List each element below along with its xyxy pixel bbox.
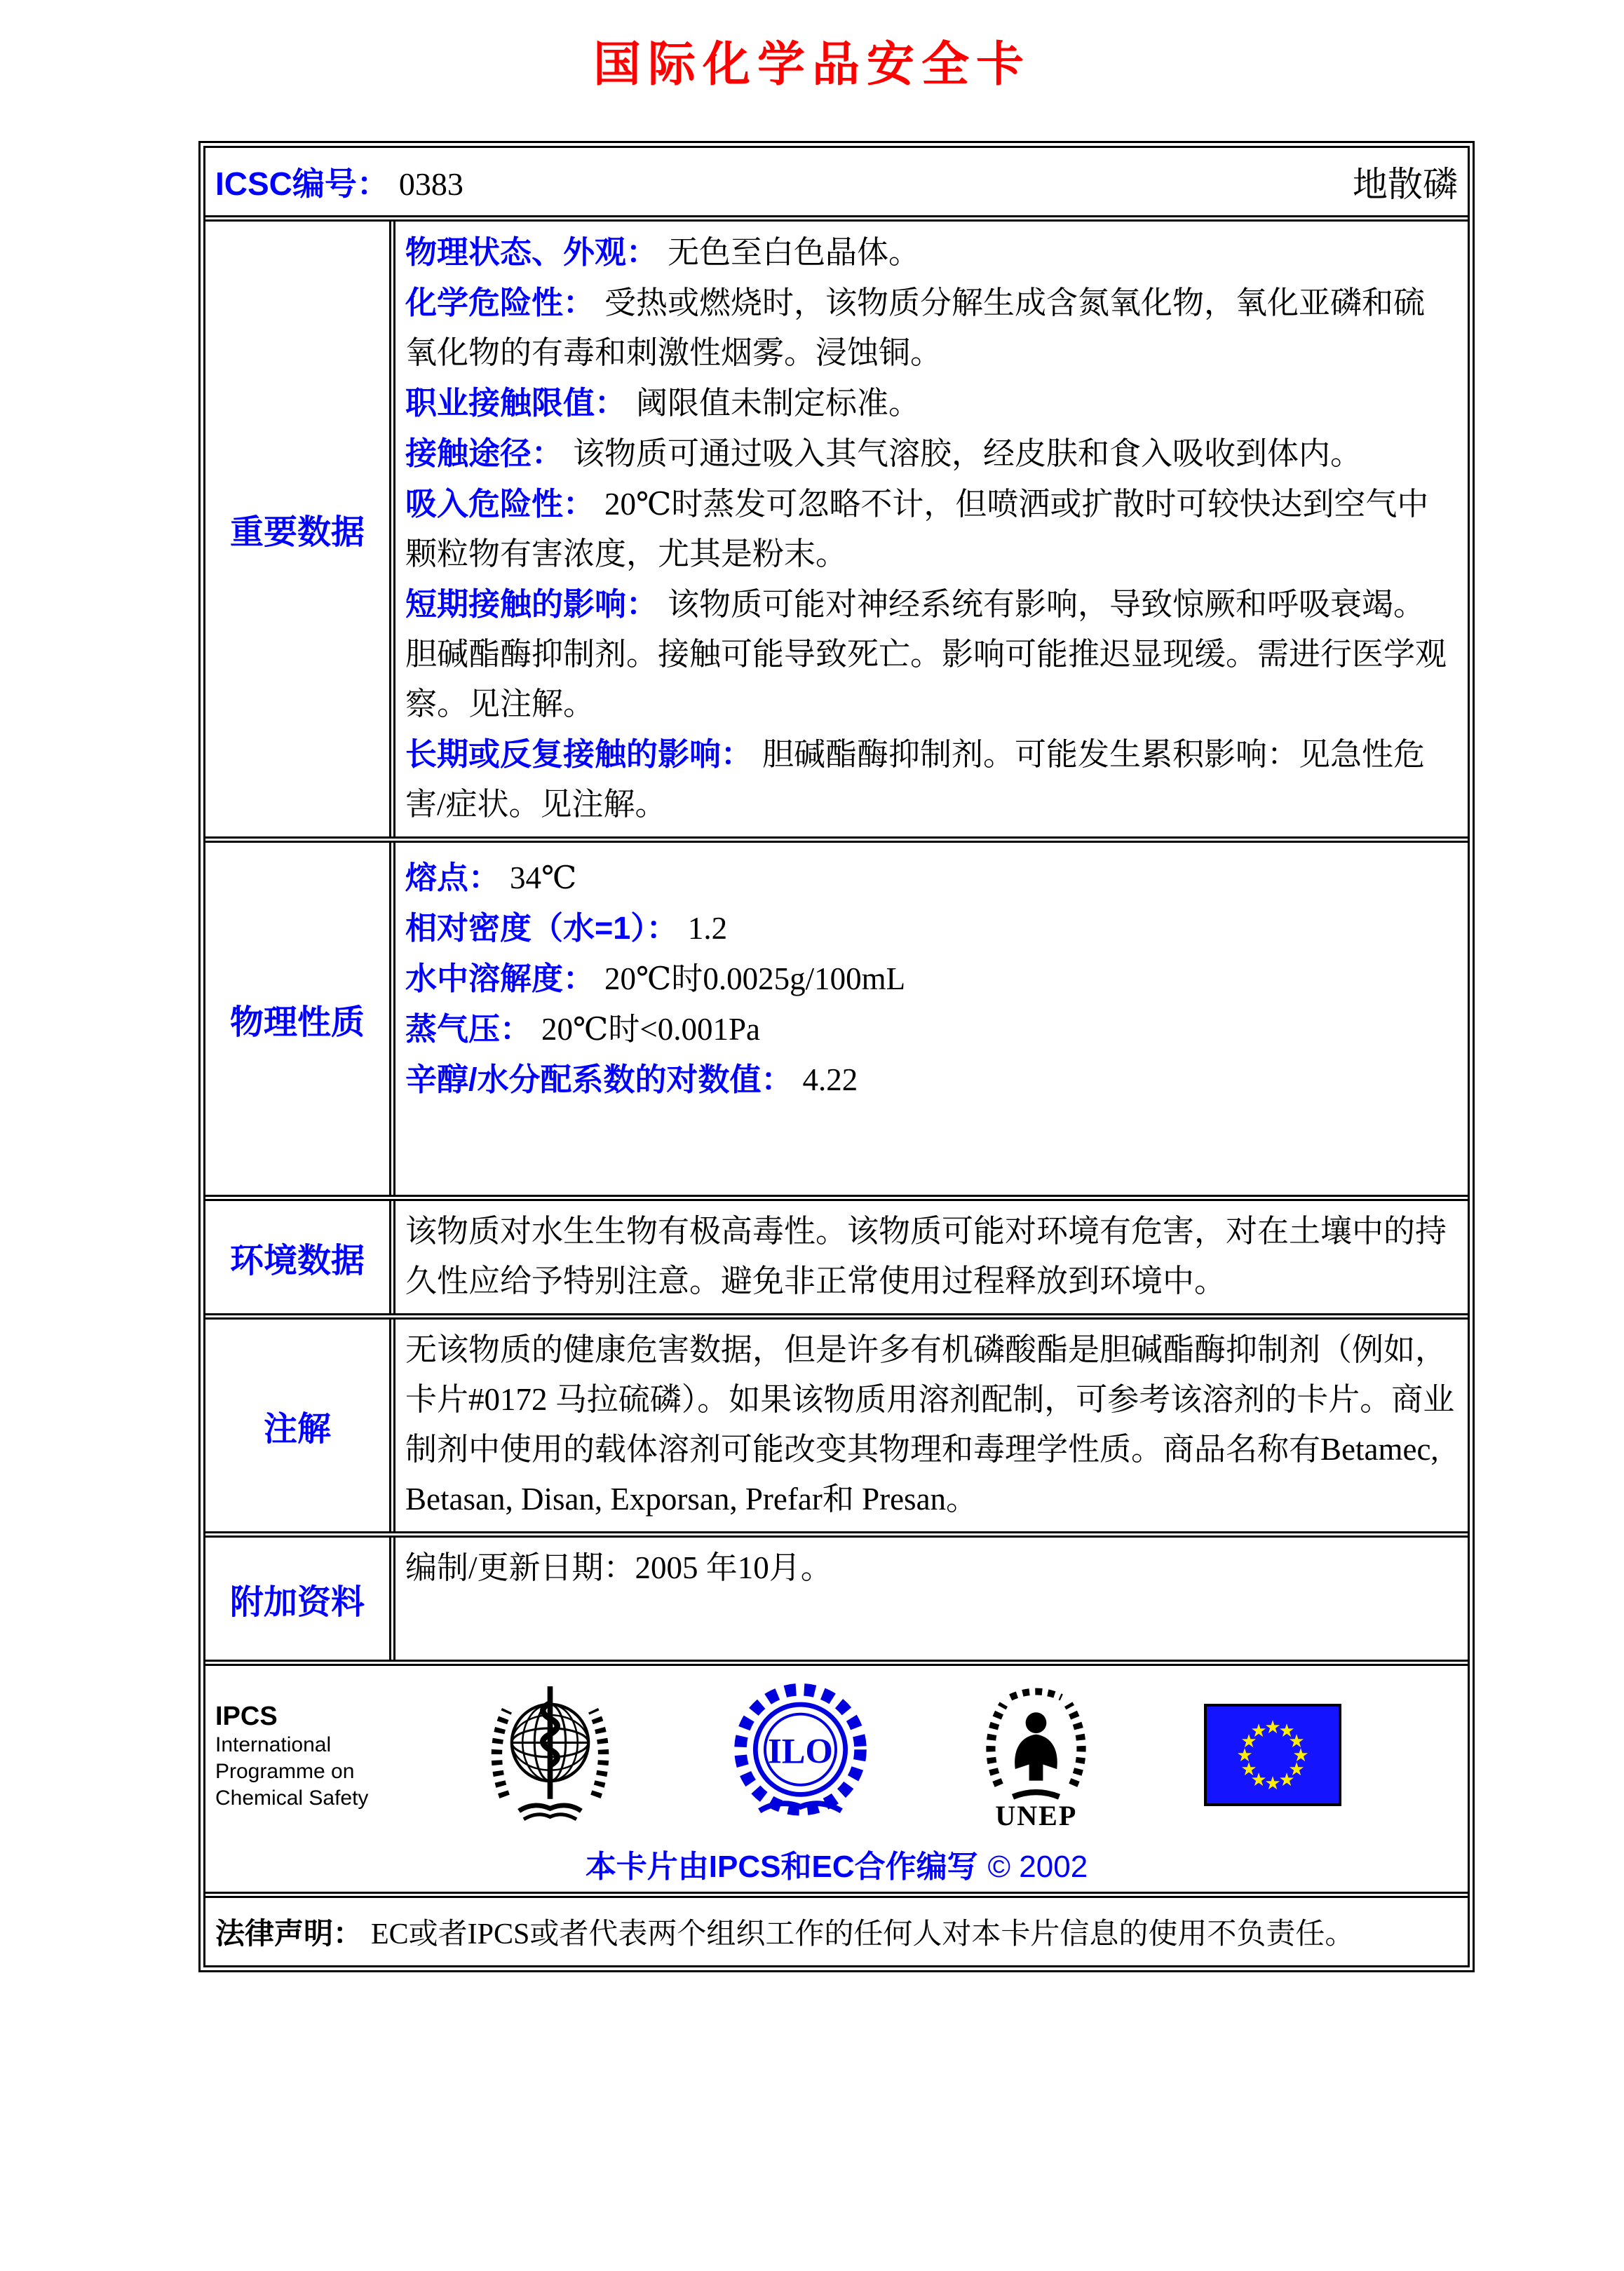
svg-text:★: ★ (1240, 1758, 1257, 1780)
svg-text:★: ★ (1264, 1716, 1281, 1738)
item-key: 职业接触限值： (405, 385, 627, 421)
important-item (405, 227, 1456, 278)
svg-text:★: ★ (1288, 1730, 1305, 1752)
svg-text:★: ★ (1288, 1758, 1305, 1780)
item-key: 接触途径： (405, 435, 564, 471)
ilo-logo-icon (732, 1681, 869, 1832)
svg-text:★: ★ (1292, 1744, 1309, 1766)
item-text: 1.2 (687, 911, 728, 946)
ilo-logo-text: ILO (767, 1731, 833, 1771)
section-notes (205, 1313, 1468, 1531)
svg-text:★: ★ (1250, 1769, 1267, 1791)
item-text: 该物质可能对神经系统有影响，导致惊厥和呼吸衰竭。胆碱酯酶抑制剂。接触可能导致死亡。影响可能推迟显现缓。需进行医学观察。见注解。 (405, 587, 1447, 721)
icsc-number-value: 0383 (398, 166, 463, 202)
logos-strip (205, 1676, 1468, 1837)
important-item (405, 729, 1456, 829)
ipcs-line: Programme on (215, 1760, 355, 1783)
physical-item (405, 1004, 1456, 1055)
section-additional-info (205, 1531, 1468, 1660)
credit-copyright: © 2002 (987, 1850, 1088, 1884)
physical-item (405, 903, 1456, 954)
svg-text:★: ★ (1240, 1730, 1257, 1752)
icsc-number-label: ICSC编号： (215, 165, 389, 202)
ipcs-line: Chemical Safety (215, 1787, 369, 1810)
section-environmental-data (205, 1195, 1468, 1313)
item-text: 4.22 (802, 1062, 858, 1097)
section-important-data (205, 215, 1468, 836)
legal-label: 法律声明： (215, 1917, 363, 1950)
item-text: 无色至白色晶体。 (668, 235, 921, 270)
ipcs-title: IPCS (215, 1702, 278, 1731)
item-text: 胆碱酯酶抑制剂。可能发生累积影响：见急性危害/症状。见注解。 (405, 737, 1426, 822)
item-key: 相对密度（水=1）： (405, 910, 678, 946)
legal-row (205, 1892, 1468, 1965)
chemical-name: 地散磷 (1353, 165, 1458, 204)
physical-item (405, 1055, 1456, 1105)
section-label-environment: 环境数据 (205, 1201, 395, 1313)
item-text: 该物质可通过吸入其气溶胶，经皮肤和食入吸收到体内。 (573, 436, 1362, 471)
svg-text:★: ★ (1236, 1744, 1253, 1766)
unep-logo-icon (978, 1683, 1094, 1830)
item-key: 物理状态、外观： (405, 234, 658, 270)
svg-text:★: ★ (1264, 1772, 1281, 1794)
who-logo-icon (478, 1676, 622, 1837)
section-content-environment (395, 1201, 1468, 1313)
section-content-important (395, 222, 1468, 836)
item-key: 化学危险性： (405, 285, 595, 320)
section-label-physical: 物理性质 (205, 843, 395, 1195)
item-text: 阈限值未制定标准。 (636, 386, 921, 421)
item-text: 34℃ (510, 860, 577, 895)
svg-text:★: ★ (1278, 1769, 1295, 1791)
item-text: 20℃时蒸发可忽略不计，但喷洒或扩散时可较快达到空气中颗粒物有害浓度，尤其是粉末。 (405, 487, 1429, 571)
important-item (405, 428, 1456, 479)
item-key: 吸入危险性： (405, 486, 595, 522)
notes-text: 无该物质的健康危害数据，但是许多有机磷酸酯是胆碱酯酶抑制剂（例如，卡片#0172 马拉硫磷）。如果该物质用溶剂配制，可参考该溶剂的卡片。商业制剂中使用的载体溶剂可能改变其物理和毒理学性质。商品名称有Betamec, Betasan, Disan, Exporsan, Prefar和 Presan。 (405, 1332, 1455, 1517)
section-label-important: 重要数据 (205, 222, 395, 836)
page-title: 国际化学品安全卡 (593, 38, 1031, 91)
item-key: 水中溶解度： (405, 961, 595, 996)
icsc-number-group (215, 158, 463, 205)
section-label-additional: 附加资料 (205, 1538, 395, 1660)
section-content-notes (395, 1320, 1468, 1531)
item-text: 受热或燃烧时，该物质分解生成含氮氧化物，氧化亚磷和硫氧化物的有毒和刺激性烟雾。浸蚀铜。 (405, 285, 1426, 370)
svg-text:★: ★ (1278, 1720, 1295, 1742)
important-item (405, 278, 1456, 378)
eu-flag-icon (1204, 1704, 1341, 1810)
important-item (405, 479, 1456, 579)
svg-text:★: ★ (1250, 1720, 1267, 1742)
additional-text: 编制/更新日期：2005 年10月。 (405, 1550, 832, 1585)
section-content-additional (395, 1538, 1468, 1660)
item-key: 蒸气压： (405, 1011, 532, 1047)
important-item (405, 378, 1456, 428)
environment-text: 该物质对水生生物有极高毒性。该物质可能对环境有危害，对在土壤中的持久性应给予特别注意。避免非正常使用过程释放到环境中。 (405, 1214, 1447, 1299)
icsc-card (198, 141, 1475, 1972)
important-item (405, 579, 1456, 729)
item-key: 短期接触的影响： (405, 586, 658, 622)
item-key: 长期或反复接触的影响： (405, 736, 753, 772)
logos-row (205, 1660, 1468, 1892)
unep-logo-text: UNEP (995, 1799, 1078, 1831)
legal-text: EC或者IPCS或者代表两个组织工作的任何人对本卡片信息的使用不负责任。 (371, 1918, 1355, 1951)
credit-line (205, 1841, 1468, 1886)
section-label-notes: 注解 (205, 1320, 395, 1531)
physical-item (405, 954, 1456, 1004)
ipcs-text-block (215, 1701, 368, 1812)
ipcs-line: International (215, 1733, 332, 1756)
item-key: 熔点： (405, 860, 501, 895)
item-text: 20℃时0.0025g/100mL (604, 961, 906, 996)
header-row (205, 148, 1468, 215)
physical-item (405, 853, 1456, 903)
credit-text: 本卡片由IPCS和EC合作编写 (585, 1850, 978, 1884)
section-physical-properties (205, 836, 1468, 1195)
item-text: 20℃时<0.001Pa (541, 1012, 760, 1047)
section-content-physical (395, 843, 1468, 1195)
item-key: 辛醇/水分配系数的对数值： (405, 1062, 793, 1097)
